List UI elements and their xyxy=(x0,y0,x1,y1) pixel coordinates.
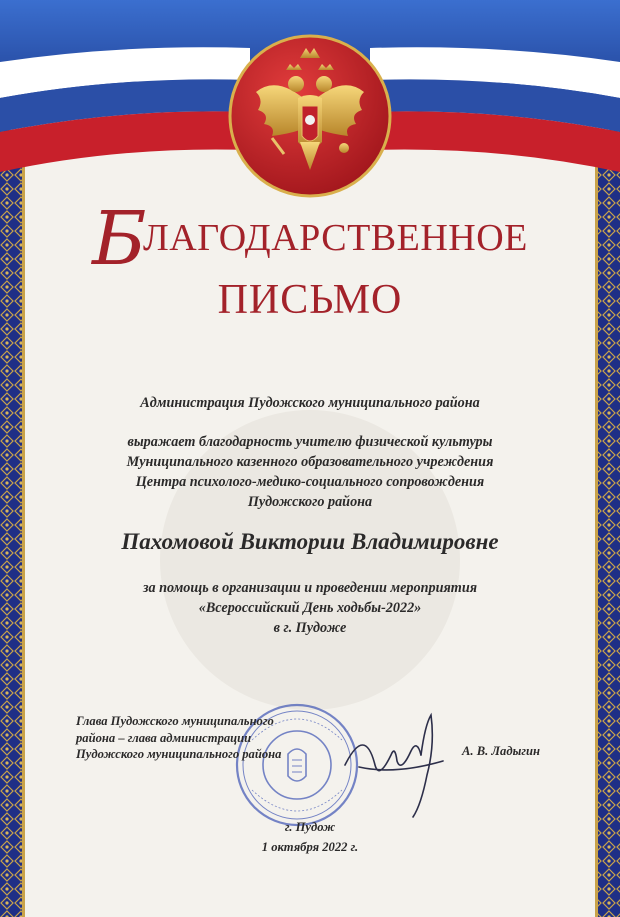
signer-position-line-3: Пудожского муниципального района xyxy=(76,747,282,761)
signer-name: А. В. Ладыгин xyxy=(462,744,540,758)
issuer-text: Администрация Пудожского муниципального района xyxy=(140,395,480,411)
handwritten-signature-icon xyxy=(335,705,465,825)
title-initial: Б xyxy=(92,196,147,282)
date-text: 1 октября 2022 г. xyxy=(261,840,359,854)
reason-line-1: за помощь в организации и проведении мероприятия xyxy=(142,580,478,596)
signer-position-line-2: района – глава администрации xyxy=(76,730,252,745)
title-line-1 xyxy=(0,196,620,282)
signer-position-line-1: Глава Пудожского муниципального xyxy=(76,714,274,728)
signer-position xyxy=(76,713,281,763)
russian-coat-of-arms-icon xyxy=(228,34,392,198)
title-rest: ЛАГОДАРСТВЕННОЕ xyxy=(142,217,528,259)
body-line-1: выражает благодарность учителю физической культуры xyxy=(127,434,493,450)
body-line-2: Муниципального казенного образовательного учреждения xyxy=(126,454,494,470)
body-line-3: Центра психолого-медико-социального сопровождения xyxy=(135,474,485,490)
reason-line-2: «Всероссийский День ходьбы-2022» xyxy=(198,600,422,616)
recipient-name: Пахомовой Виктории Владимировне xyxy=(121,529,499,554)
reason-line-3: в г. Пудоже xyxy=(273,620,347,636)
place-text: г. Пудож xyxy=(284,820,336,834)
body-line-4: Пудожского района xyxy=(247,494,373,510)
title-line-2: ПИСЬМО xyxy=(217,277,403,323)
